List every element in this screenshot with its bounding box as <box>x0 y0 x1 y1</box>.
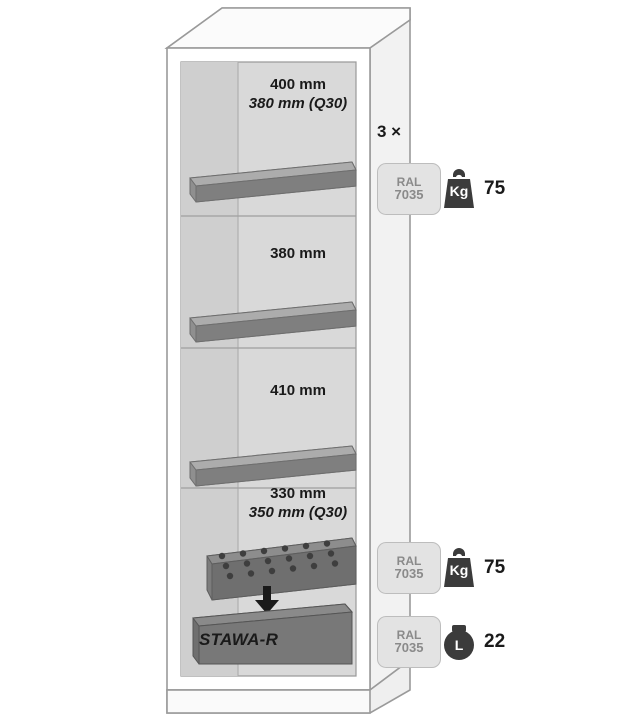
weight-value-2: 75 <box>484 557 506 578</box>
multiplier-label-1: 3 × <box>377 122 402 141</box>
ral-chip-2-line1: RAL <box>396 553 422 568</box>
weight-icon <box>439 545 479 591</box>
shelf-label-3-primary: 410 mm <box>270 382 326 399</box>
shelf-label-2-primary: 380 mm <box>270 245 326 262</box>
weight-unit-1: Kg <box>449 183 469 199</box>
callout-3 <box>377 616 505 668</box>
sump-label: STAWA-R <box>199 630 279 649</box>
weight-icon <box>439 166 479 212</box>
shelf-label-1-secondary: 380 mm (Q30) <box>248 95 348 112</box>
cabinet-base-front <box>167 690 370 713</box>
ral-chip-1 <box>377 163 441 215</box>
callout-1 <box>377 163 505 215</box>
cabinet-top-face-2 <box>167 8 410 48</box>
ral-chip-1-line1: RAL <box>396 174 422 189</box>
shelf-label-4 <box>238 485 358 521</box>
weight-value-1: 75 <box>484 178 506 199</box>
ral-chip-2-line2: 7035 <box>394 566 424 582</box>
ral-chip-3 <box>377 616 441 668</box>
shelf-label-1-primary: 400 mm <box>270 76 326 93</box>
ral-chip-3-line2: 7035 <box>394 640 424 656</box>
shelf-label-4-primary: 330 mm <box>270 485 326 502</box>
volume-unit-3: L <box>454 637 464 653</box>
ral-chip-1-line2: 7035 <box>394 187 424 203</box>
shelf-label-4-secondary: 350 mm (Q30) <box>248 504 348 521</box>
volume-value-3: 22 <box>484 631 506 652</box>
ral-chip-2 <box>377 542 441 594</box>
shelf-label-1 <box>238 76 358 112</box>
volume-icon <box>439 619 479 665</box>
weight-unit-2: Kg <box>449 562 469 578</box>
shelf-label-3 <box>238 382 358 399</box>
ral-chip-3-line1: RAL <box>396 627 422 642</box>
shelf-label-2 <box>238 245 358 262</box>
callout-2 <box>377 542 505 594</box>
